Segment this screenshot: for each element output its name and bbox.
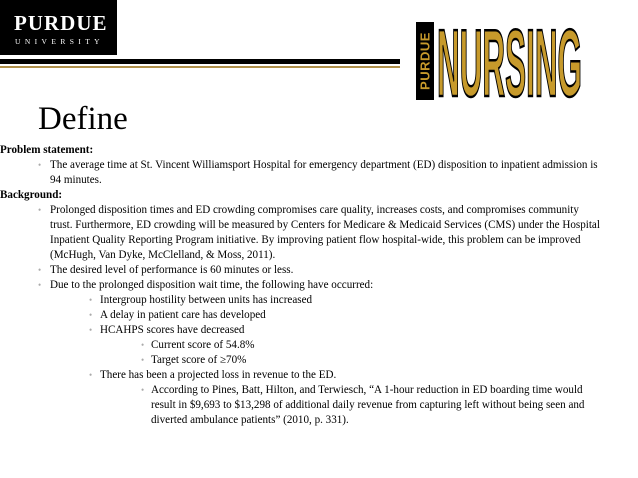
purdue-wordmark: PURDUE [14,11,108,35]
hcahps-current-score: • Current score of 54.8% [0,338,600,353]
sub-bullet-hostility: • Intergroup hostility between units has increased [0,293,600,308]
slide-title: Define [38,101,128,137]
logo-purdue-text: PURDUE [417,32,433,90]
problem-statement-heading: Problem statement: [0,144,94,156]
header-rule-black [0,59,400,64]
bullet-crowding: • Prolonged disposition times and ED crowding compromises care quality, increases costs, and compromises community trust. Furthermore, ED crowding will be measured by Centers for Medicare & Medicaid Services (CMS) under the Hospital Inpatient Quality Reporting Program initiative. By improving patient flow hospital-wide, this problem can be improved (McHugh, Van Dyke, McClelland, & Moss, 2011). [0,203,600,263]
logo-nursing-wordmark [437,22,582,100]
logo-nursing-text: NURSING [437,22,582,100]
problem-statement-text: • The average time at St. Vincent Williamsport Hospital for emergency department (ED) disposition to inpatient admission is 94 minutes. [0,158,600,188]
header-rule-gold [0,66,400,68]
sub-bullet-revenue: • There has been a projected loss in revenue to the ED. [0,368,600,383]
bullet-consequences: • Due to the prolonged disposition wait time, the following have occurred: [0,278,600,293]
purdue-university-wordmark [0,0,117,55]
hcahps-target-score: • Target score of ≥70% [0,353,600,368]
background-heading: Background: [0,189,63,201]
slide-content [0,143,600,428]
sub-bullet-hcahps: • HCAHPS scores have decreased [0,323,600,338]
purdue-nursing-logo [416,22,582,100]
logo-purdue-bar [416,22,434,100]
sub-bullet-delay: • A delay in patient care has developed [0,308,600,323]
university-wordmark: UNIVERSITY [15,37,104,46]
revenue-quote: • According to Pines, Batt, Hilton, and Terwiesch, “A 1-hour reduction in ED boarding time would result in $9,693 to $13,298 of additional daily revenue from capturing left without being seen and diverted ambulance patients” (2010, p. 331). [0,383,600,428]
bullet-desired-performance: • The desired level of performance is 60 minutes or less. [0,263,600,278]
